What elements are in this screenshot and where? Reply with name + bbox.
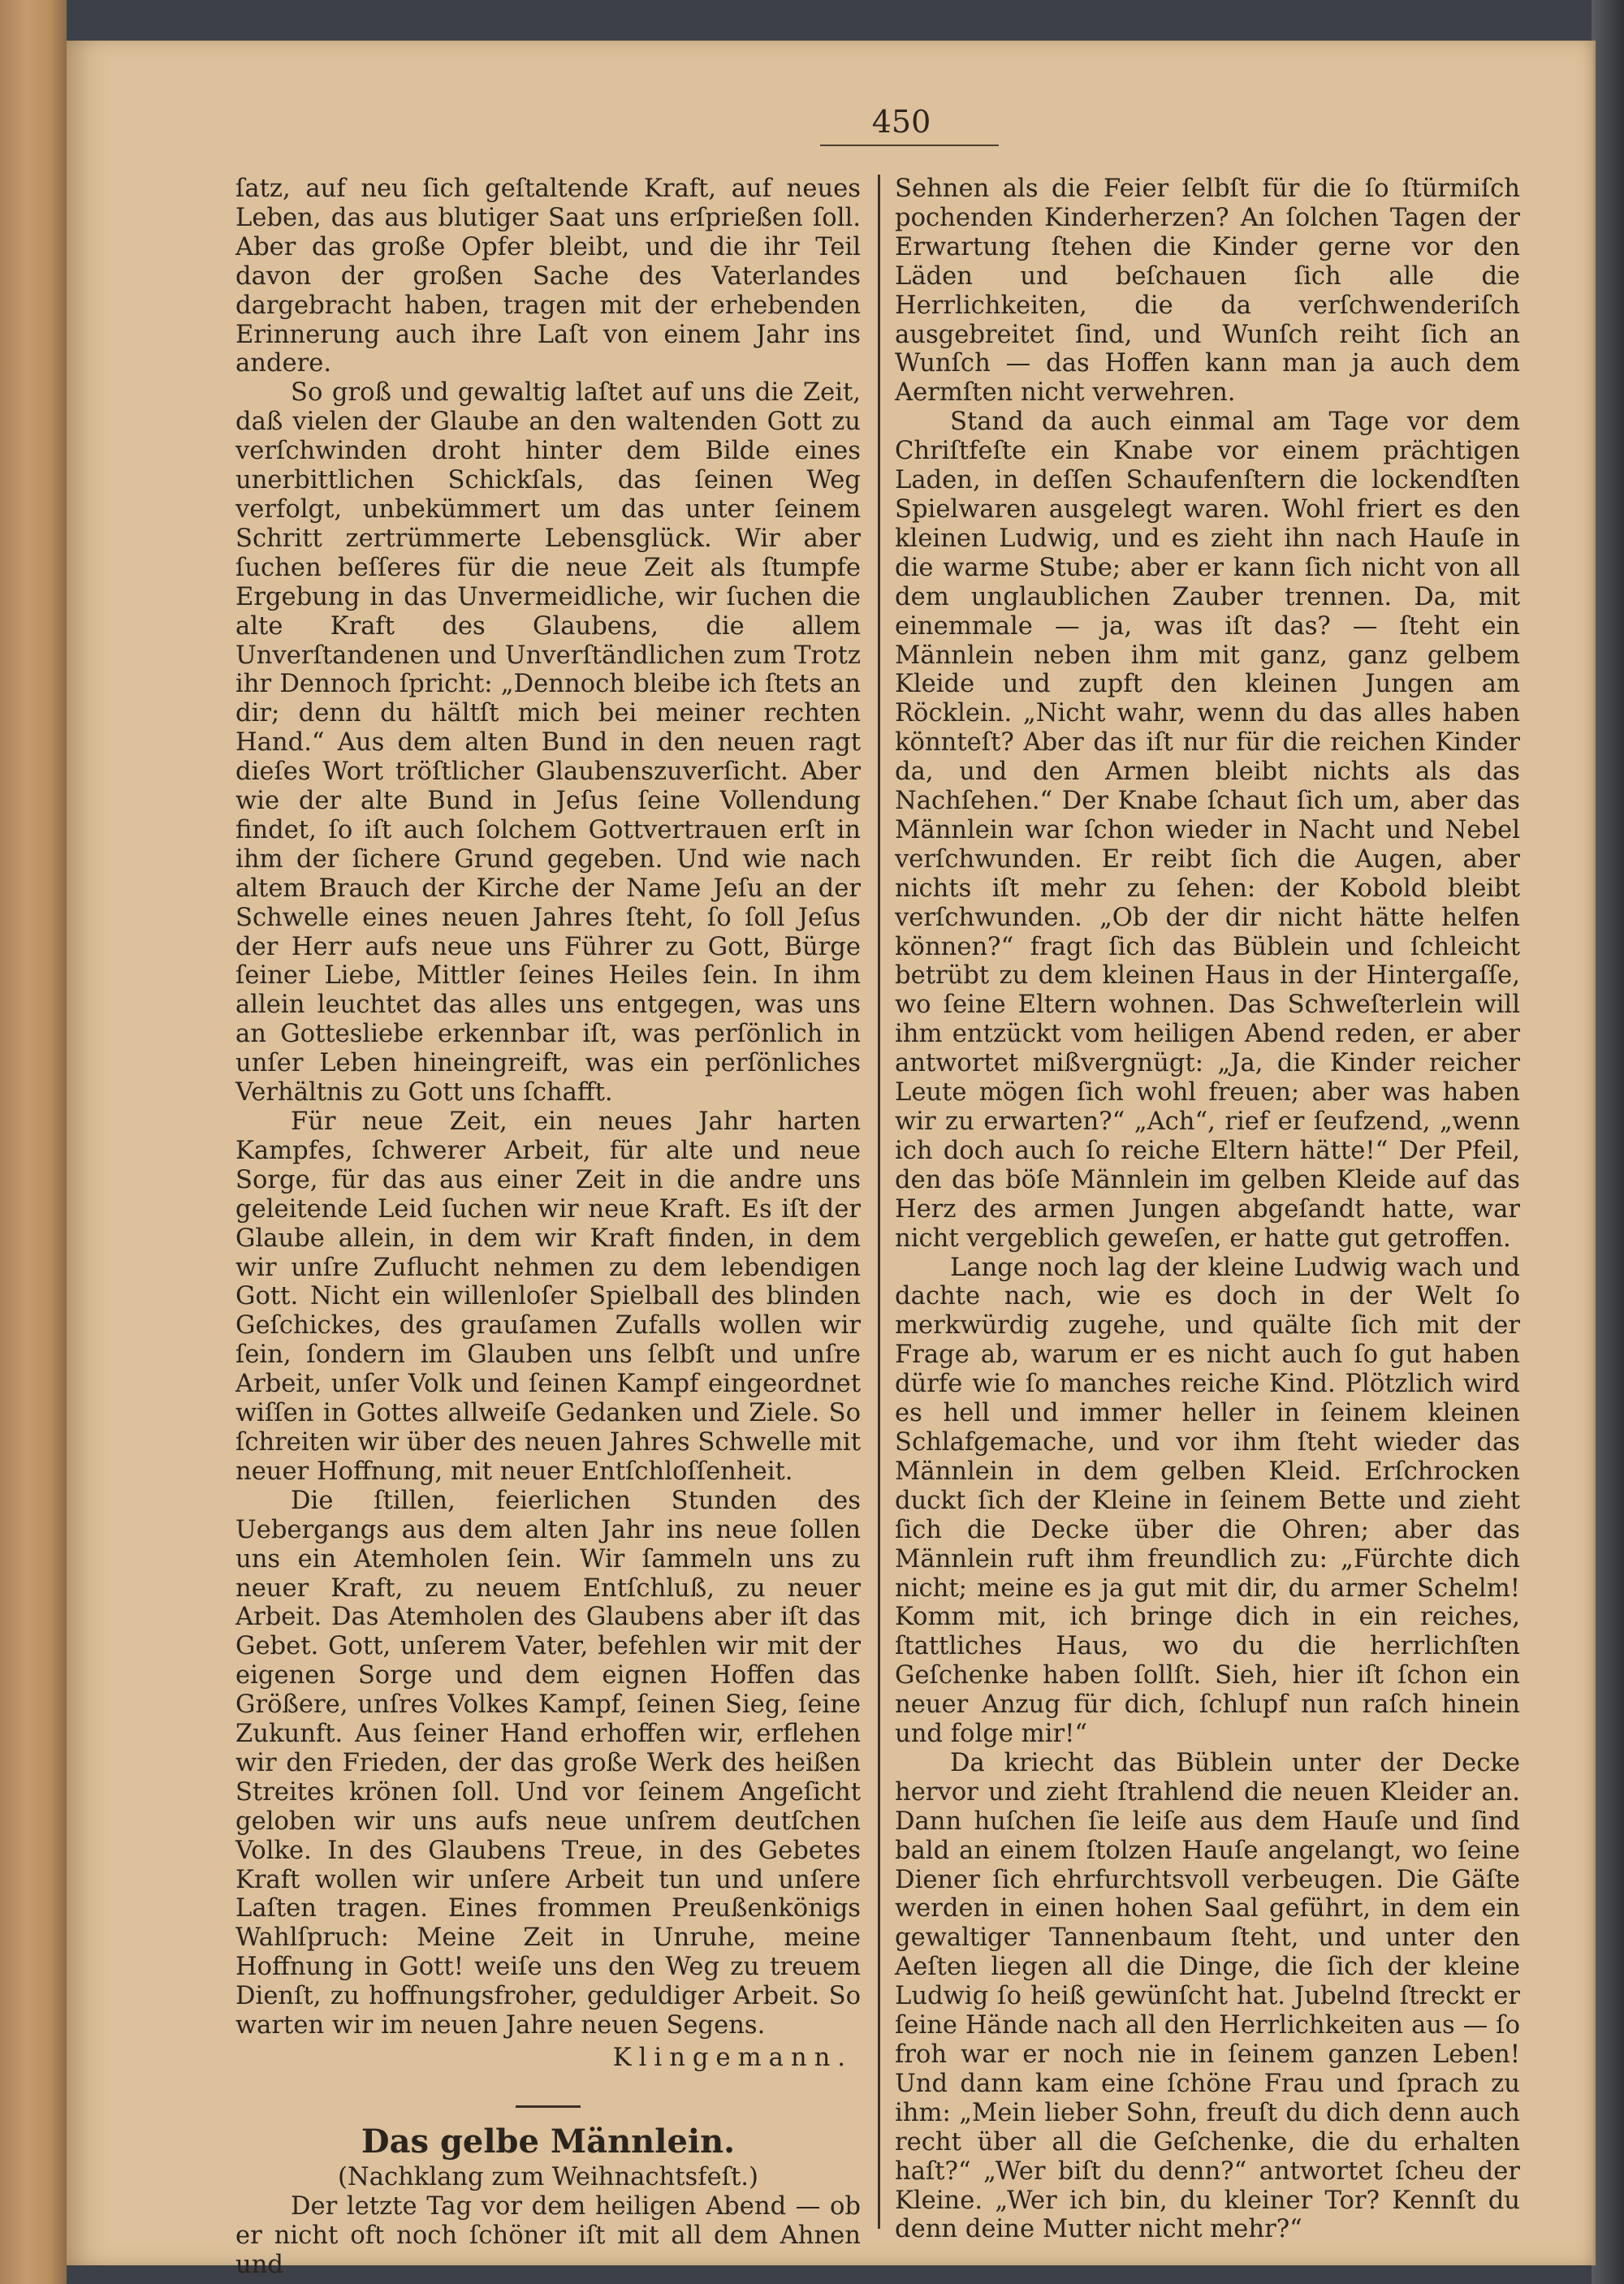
paragraph: Für neue Zeit, ein neues Jahr harten Kampfes, ſchwerer Arbeit, für alte und neue Sorge, für das aus einer Zeit in die andre uns geleitende Leid ſuchen wir neue Kraft. Es iſt der Glaube allein, in dem wir Kraft finden, in dem wir unſre Zuflucht nehmen zu dem lebendigen Gott. Nicht ein willenloſer Spielball des blinden Geſchickes, des grauſamen Zufalls wollen wir ſein, ſondern im Glauben uns ſelbſt und unſre Arbeit, unſer Volk und ſeinen Kampf eingeordnet wiſſen in Gottes allweiſe Gedanken und Ziele. So ſchreiten wir über des neuen Jahres Schwelle mit neuer Hoffnung, mit neuer Entſchloſſenheit.	[235, 1107, 861, 1486]
paragraph: Da kriecht das Büblein unter der Decke hervor und zieht ſtrahlend die neuen Kleider an. Dann huſchen ſie leiſe aus dem Hauſe und ſind bald an einem ſtolzen Hauſe angelangt, wo ſeine Diener ſich ehrfurchtsvoll verbeugen. Die Gäſte werden in einen hohen Saal geführt, in dem ein gewaltiger Tannenbaum ſteht, und unter den Aeſten liegen all die Dinge, die ſich der kleine Ludwig ſo heiß gewünſcht hat. Jubelnd ſtreckt er ſeine Hände nach all den Herrlichkeiten aus — ſo froh war er noch nie in ſeinem ganzen Leben! Und dann kam eine ſchöne Frau und ſprach zu ihm: „Mein lieber Sohn, freuſt du dich denn auch recht über all die Geſchenke, die du erhalten haſt?“ „Wer biſt du denn?“ antwortet ſcheu der Kleine. „Wer ich bin, du kleiner Tor? Kennſt du denn deine Mutter nicht mehr?“	[895, 1748, 1520, 2244]
paragraph: So groß und gewaltig laſtet auf uns die Zeit, daß vielen der Glaube an den waltenden Gott zu verſchwinden droht hinter dem Bilde eines unerbittlichen Schickſals, das ſeinen Weg verfolgt, unbekümmert um das unter ſeinem Schritt zertrümmerte Lebensglück. Wir aber ſuchen beſſeres für die neue Zeit als ſtumpfe Ergebung in das Unvermeidliche, wir ſuchen die alte Kraft des Glaubens, die allem Unverſtandenen und Unverſtändlichen zum Trotz ihr Dennoch ſpricht: „Dennoch bleibe ich ſtets an dir; denn du hältſt mich bei meiner rechten Hand.“ Aus dem alten Bund in den neuen ragt dieſes Wort tröſtlicher Glaubenszuverſicht. Aber wie der alte Bund in Jeſus ſeine Vollendung findet, ſo iſt auch ſolchem Gottvertrauen erſt in ihm der ſichere Grund gegeben. Und wie nach altem Brauch der Kirche der Name Jeſu an der Schwelle eines neuen Jahres ſteht, ſo ſoll Jeſus der Herr aufs neue uns Führer zu Gott, Bürge ſeiner Liebe, Mittler ſeines Heiles ſein. In ihm allein leuchtet das alles uns entgegen, was uns an Gottesliebe erkennbar iſt, was perſönlich in unſer Leben hineingreift, was ein perſönliches Verhältnis zu Gott uns ſchafft.	[235, 378, 861, 1107]
section-separator	[516, 2105, 581, 2108]
article-title: Das gelbe Männlein.	[361, 2122, 736, 2161]
page-number-rule	[820, 145, 999, 146]
book-spine-edge	[0, 0, 67, 2284]
column-divider	[878, 175, 880, 2229]
left-column	[235, 175, 861, 2280]
paragraph: Lange noch lag der kleine Ludwig wach und dachte nach, wie es doch in der Welt ſo merkwürdig zugehe, und quälte ſich mit der Frage ab, warum er es nicht auch ſo gut haben dürfe wie ſo manches reiche Kind. Plötzlich wird es hell und immer heller in ſeinem kleinen Schlafgemache, und vor ihm ſteht wieder das Männlein in dem gelben Kleid. Erſchrocken duckt ſich der Kleine in ſeinem Bette und zieht ſich die Decke über die Ohren; aber das Männlein ruft ihm freundlich zu: „Fürchte dich nicht; meine es ja gut mit dir, du armer Schelm! Komm mit, ich bringe dich in ein reiches, ſtattliches Haus, wo du die herrlichſten Geſchenke haben ſollſt. Sieh, hier iſt ſchon ein neuer Anzug für dich, ſchlupf nun raſch hinein und folge mir!“	[895, 1253, 1520, 1749]
page-number: 450	[871, 104, 931, 140]
paragraph: Sehnen als die Feier ſelbſt für die ſo ſtürmiſch pochenden Kinderherzen? An ſolchen Tagen der Erwartung ſtehen die Kinder gerne vor den Läden und beſchauen ſich alle die Herrlichkeiten, die da verſchwenderiſch ausgebreitet ſind, und Wunſch reiht ſich an Wunſch — das Hoffen kann man ja auch dem Aermſten nicht verwehren.	[895, 175, 1520, 408]
paragraph: Die ſtillen, feierlichen Stunden des Uebergangs aus dem alten Jahr ins neue ſollen uns ein Atemholen ſein. Wir ſammeln uns zu neuer Kraft, zu neuem Entſchluß, zu neuer Arbeit. Das Atemholen des Glaubens aber iſt das Gebet. Gott, unſerem Vater, befehlen wir mit der eigenen Sorge und dem eignen Hoffen das Größere, unſres Volkes Kampf, ſeinen Sieg, ſeine Zukunft. Aus ſeiner Hand erhoffen wir, erflehen wir den Frieden, der das große Werk des heißen Streites krönen ſoll. Und vor ſeinem Angeſicht geloben wir uns aufs neue unſrem deutſchen Volke. In des Glaubens Treue, in des Gebetes Kraft wollen wir unſere Arbeit tun und unſere Laſten tragen. Eines frommen Preußenkönigs Wahlſpruch: Meine Zeit in Unruhe, meine Hoffnung in Gott! weiſe uns den Weg zu treuem Dienſt, zu hoffnungsfroher, geduldiger Arbeit. So warten wir im neuen Jahre neuen Segens.	[235, 1486, 861, 2040]
article-subtitle: (Nachklang zum Weihnachtsfeſt.)	[338, 2162, 758, 2191]
book-cover-edge	[1592, 0, 1624, 2284]
author-signature: Klingemann.	[612, 2044, 853, 2072]
right-column	[895, 175, 1520, 2244]
paragraph: Der letzte Tag vor dem heiligen Abend — ob er nicht oft noch ſchöner iſt mit all dem Ahnen und	[235, 2191, 861, 2279]
paragraph: ſatz, auf neu ſich geſtaltende Kraft, auf neues Leben, das aus blutiger Saat uns erſprießen ſoll. Aber das große Opfer bleibt, und die ihr Teil davon der großen Sache des Vaterlandes dargebracht haben, tragen mit der erhebenden Erinnerung auch ihre Laſt von einem Jahr ins andere.	[235, 175, 861, 378]
paragraph: Stand da auch einmal am Tage vor dem Chriſtfeſte ein Knabe vor einem prächtigen Laden, in deſſen Schaufenſtern die lockendſten Spielwaren ausgelegt waren. Wohl friert es den kleinen Ludwig, und es zieht ihn nach Hauſe in die warme Stube; aber er kann ſich nicht von all dem unglaublichen Zauber trennen. Da, mit einemmale — ja, was iſt das? — ſteht ein Männlein neben ihm mit ganz, ganz gelbem Kleide und zupft den kleinen Jungen am Röcklein. „Nicht wahr, wenn du das alles haben könnteſt? Aber das iſt nur für die reichen Kinder da, und den Armen bleibt nichts als das Nachſehen.“ Der Knabe ſchaut ſich um, aber das Männlein war ſchon wieder in Nacht und Nebel verſchwunden. Er reibt ſich die Augen, aber nichts iſt mehr zu ſehen: der Kobold bleibt verſchwunden. „Ob der dir nicht hätte helfen können?“ fragt ſich das Büblein und ſchleicht betrübt zu dem kleinen Haus in der Hintergaſſe, wo ſeine Eltern wohnen. Das Schweſterlein will ihm entzückt vom heiligen Abend reden, er aber antwortet mißvergnügt: „Ja, die Kinder reicher Leute mögen ſich wohl freuen; aber was haben wir zu erwarten?“ „Ach“, rief er ſeufzend, „wenn ich doch auch ſo reiche Eltern hätte!“ Der Pfeil, den das böſe Männlein im gelben Kleide auf das Herz des armen Jungen abgeſandt hatte, war nicht vergeblich geweſen, er hatte gut getroffen.	[895, 408, 1520, 1253]
